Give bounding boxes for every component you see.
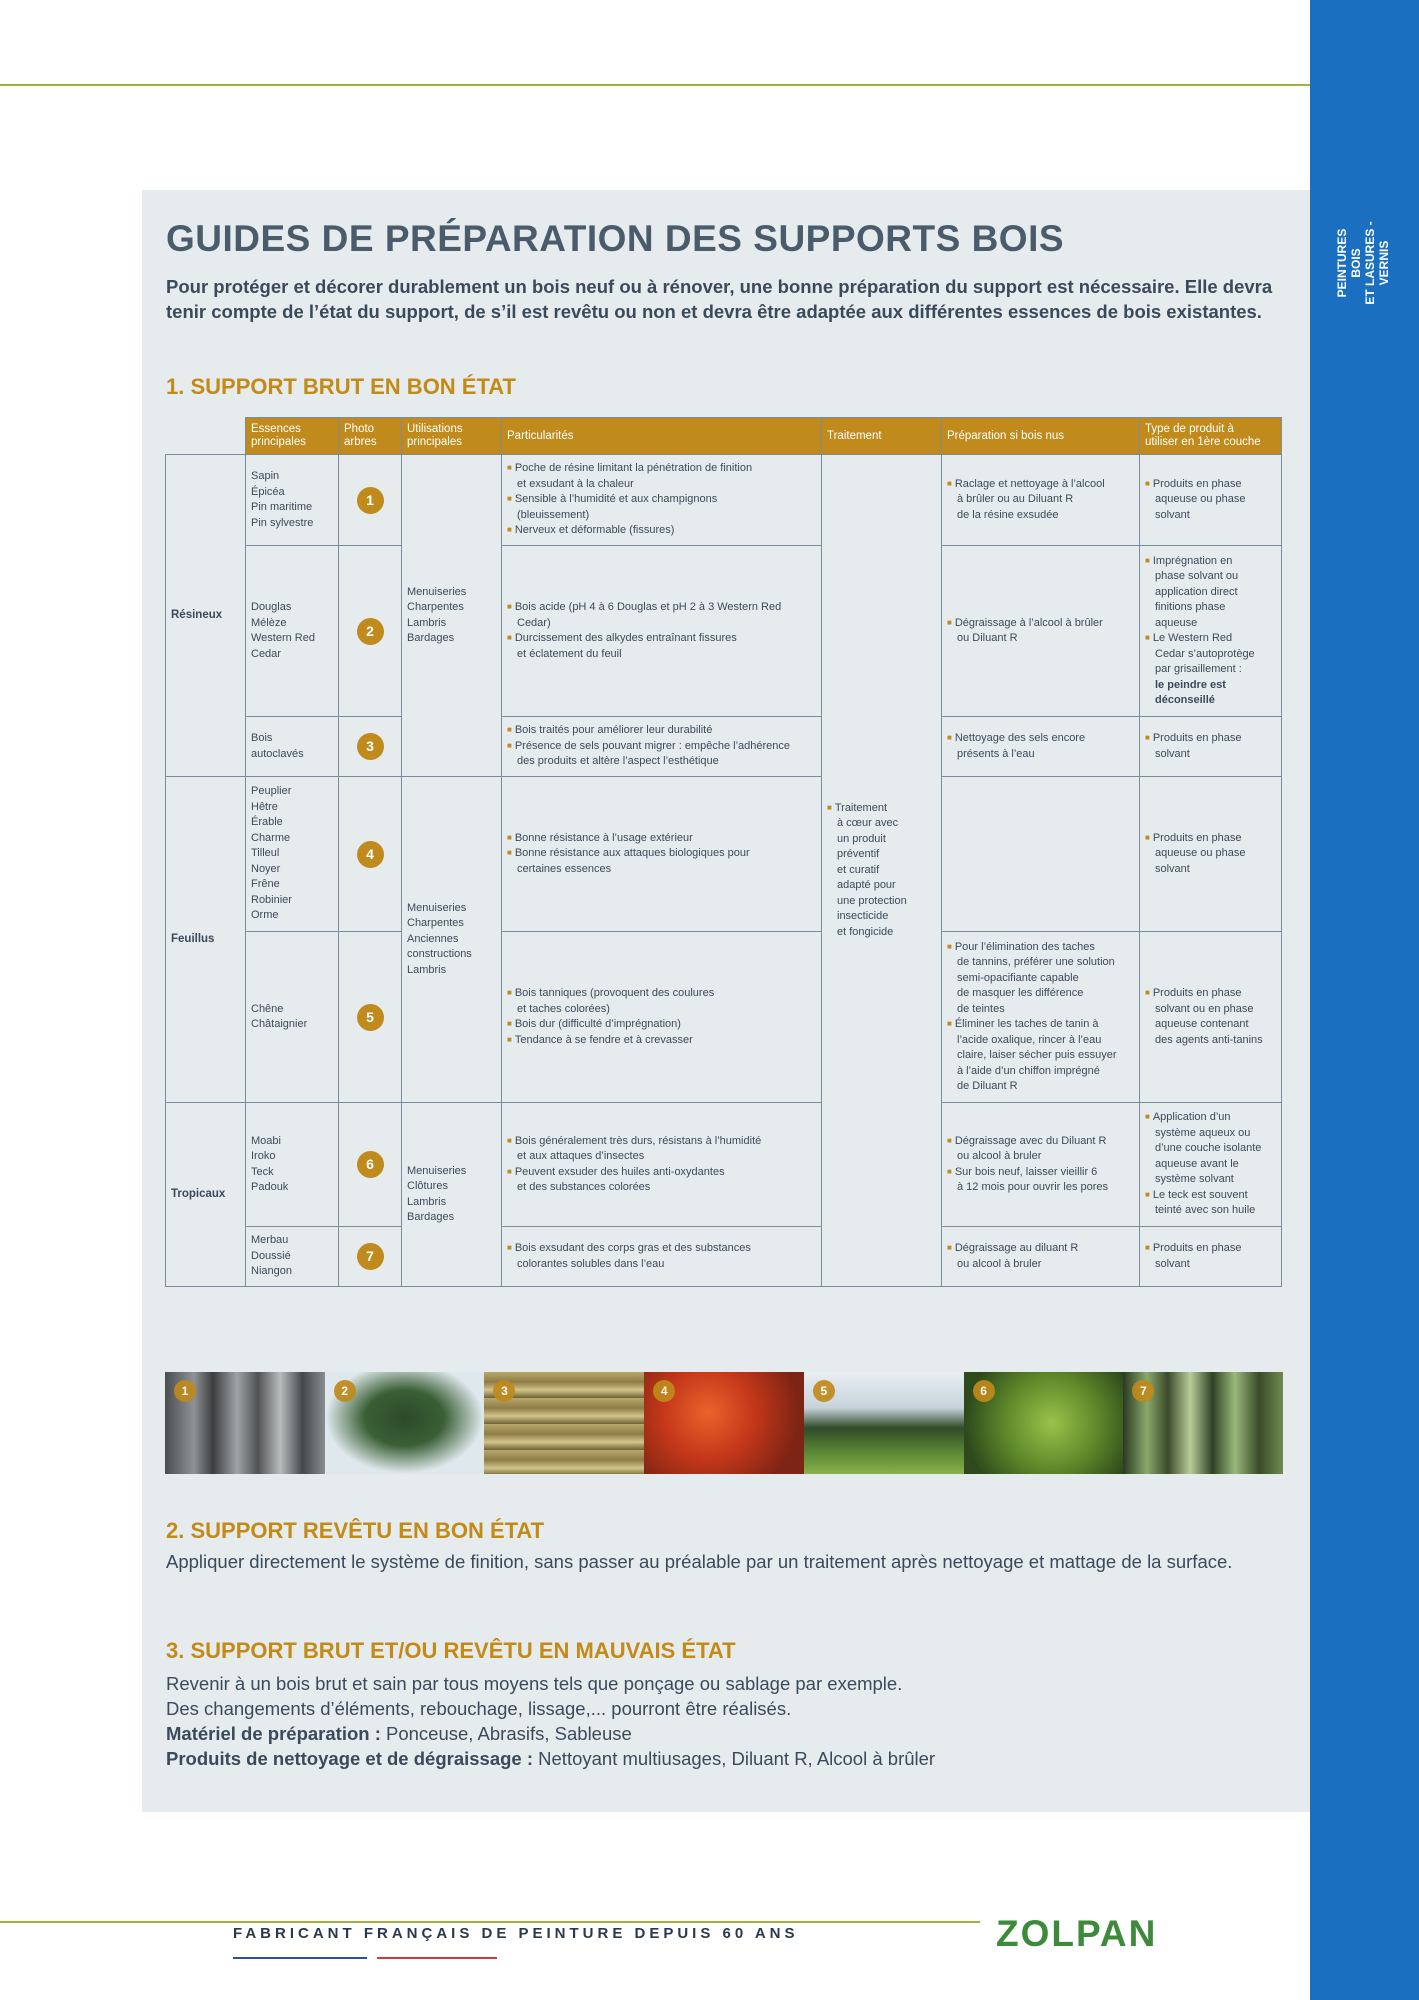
header-preparation: Préparation si bois nus <box>942 418 1140 455</box>
materiel-value: Ponceuse, Abrasifs, Sableuse <box>380 1723 632 1744</box>
cell-line: ■ Raclage et nettoyage à l’alcool <box>947 477 1134 493</box>
bottom-divider <box>0 1921 980 1923</box>
zolpan-logo: ZOLPAN <box>996 1913 1158 1954</box>
cell-line: Charpentes <box>407 601 464 613</box>
cell-line: ■ Durcissement des alkydes entraînant fissures <box>507 631 816 647</box>
cell-line: ■ Bonne résistance aux attaques biologiques pour <box>507 846 816 862</box>
cell-line: Charme <box>251 831 291 844</box>
cell-line: ou alcool à bruler <box>957 1150 1042 1162</box>
cell-line: et éclatement du feuil <box>517 647 622 660</box>
cell-line: et aux attaques d’insectes <box>517 1150 645 1162</box>
cell-line: Lambris <box>407 963 447 976</box>
cell-line: ■ Produits en phase <box>1145 477 1276 493</box>
cell-line: solvant <box>1155 1257 1190 1270</box>
cell-line: Lambris <box>407 616 447 629</box>
cell-line: de la résine exsudée <box>957 508 1059 521</box>
essences-cell <box>246 932 339 1103</box>
top-divider <box>0 84 1310 86</box>
cell-line: Iroko <box>251 1150 276 1162</box>
cell-line: ■ Nettoyage des sels encore <box>947 731 1134 747</box>
side-label-line2: ET LASURES - VERNIS <box>1363 221 1391 305</box>
type-cell <box>1140 1227 1282 1287</box>
cell-line: Doussié <box>251 1249 291 1262</box>
cell-line: Cedar) <box>517 616 551 629</box>
cell-line: Lambris <box>407 1195 447 1208</box>
cell-line: ■ Bois dur (difficulté d’imprégnation) <box>507 1017 816 1033</box>
cell-line: Type de produit à <box>1145 423 1234 435</box>
cell-line: semi-opacifiante capable <box>957 971 1079 984</box>
cell-line: Érable <box>251 816 283 829</box>
cell-line: aqueuse ou phase <box>1155 847 1246 860</box>
preparation-cell <box>942 546 1140 717</box>
cell-line: application direct <box>1155 585 1238 598</box>
cell-line: adapté pour <box>837 879 896 892</box>
essences-cell <box>246 1227 339 1287</box>
cell-line: solvant <box>1155 747 1190 760</box>
photo-number: 1 <box>174 1380 196 1402</box>
cell-line: Douglas <box>251 601 292 613</box>
photo-number: 5 <box>813 1380 835 1402</box>
essences-cell <box>246 455 339 546</box>
preparation-cell <box>942 777 1140 932</box>
cell-line: ou Diluant R <box>957 632 1018 644</box>
cell-line: ■ Sensible à l’humidité et aux champignons <box>507 492 816 508</box>
header-traitement: Traitement <box>822 418 942 455</box>
photo-number-badge: 6 <box>357 1151 384 1178</box>
cell-line: ■ Bois acide (pH 4 à 6 Douglas et pH 2 à 3 Western Red <box>507 600 816 616</box>
cell-line: finitions phase <box>1155 601 1226 613</box>
photo-number-badge: 3 <box>357 733 384 760</box>
section3-body <box>166 1671 1286 1771</box>
photo-number-badge: 7 <box>357 1243 384 1270</box>
cell-line: ■ Produits en phase <box>1145 1241 1276 1257</box>
section3-line2: Des changements d’éléments, rebouchage, lissage,... pourront être réalisés. <box>166 1698 792 1719</box>
cell-line: aqueuse <box>1155 616 1198 629</box>
green-leaves-photo <box>964 1372 1124 1474</box>
type-cell <box>1140 1103 1282 1227</box>
header-photo <box>339 418 402 455</box>
photo-number: 2 <box>334 1380 356 1402</box>
stacked-treated-planks-photo <box>484 1372 644 1474</box>
type-cell <box>1140 932 1282 1103</box>
particularites-cell <box>502 717 822 777</box>
table-row <box>166 717 1282 777</box>
cell-line: autoclavés <box>251 747 304 760</box>
type-cell <box>1140 717 1282 777</box>
cell-line: Western Red <box>251 632 315 644</box>
table-row <box>166 1103 1282 1227</box>
cell-line: système solvant <box>1155 1173 1234 1186</box>
particularites-cell <box>502 455 822 546</box>
header-utilisations <box>402 418 502 455</box>
cell-line: le peindre est <box>1155 678 1226 691</box>
cell-line: ■ Bois généralement très durs, résistans à l’humidité <box>507 1134 816 1150</box>
footer-tagline: FABRICANT FRANÇAIS DE PEINTURE DEPUIS 60 ANS <box>233 1925 799 1942</box>
table-row <box>166 455 1282 546</box>
cell-line: Peuplier <box>251 785 292 798</box>
cell-line: à cœur avec <box>837 817 899 830</box>
produits-label: Produits de nettoyage et de dégraissage : <box>166 1748 534 1769</box>
cell-line: Tilleul <box>251 847 280 860</box>
cell-line: Noyer <box>251 862 281 875</box>
cell-line: insecticide <box>837 910 889 923</box>
particularites-cell <box>502 777 822 932</box>
cell-line: Épicéa <box>251 485 285 498</box>
cell-line: Chêne <box>251 1002 284 1015</box>
cell-line: ou alcool à bruler <box>957 1257 1042 1270</box>
type-cell <box>1140 777 1282 932</box>
table-row <box>166 777 1282 932</box>
photo-number-badge: 4 <box>357 841 384 868</box>
cell-line: (bleuissement) <box>517 508 590 521</box>
cell-line: aqueuse contenant <box>1155 1018 1249 1030</box>
cell-line: ■ Bonne résistance à l’usage extérieur <box>507 831 816 847</box>
douglas-fir-tree-photo <box>325 1372 485 1474</box>
cell-line: à 12 mois pour ouvrir les pores <box>957 1181 1109 1193</box>
cell-line: ■ Le Western Red <box>1145 631 1276 647</box>
cell-line: préventif <box>837 848 880 861</box>
cell-line: Cedar s’autoprotège <box>1155 647 1255 660</box>
section2-title: 2. SUPPORT REVÊTU EN BON ÉTAT <box>166 1518 545 1543</box>
table-row <box>166 932 1282 1103</box>
cell-line: teinté avec son huile <box>1155 1204 1256 1217</box>
cell-line: ■ Dégraissage au diluant R <box>947 1241 1134 1257</box>
header-type <box>1140 418 1282 455</box>
preparation-cell <box>942 717 1140 777</box>
essences-cell <box>246 717 339 777</box>
cell-line: certaines essences <box>517 862 612 875</box>
photo-number-badge: 1 <box>357 487 384 514</box>
uses-cell <box>402 455 502 777</box>
cell-line: ■ Produits en phase <box>1145 731 1276 747</box>
section3-title: 3. SUPPORT BRUT ET/OU REVÊTU EN MAUVAIS ÉTAT <box>166 1638 736 1663</box>
cell-line: Anciennes <box>407 932 459 945</box>
cell-line: par grisaillement : <box>1155 663 1242 675</box>
cell-line: principales <box>251 436 306 448</box>
cell-line: Sapin <box>251 470 280 482</box>
tropical-forest-photo <box>1123 1372 1283 1474</box>
cell-line: de tannins, préférer une solution <box>957 956 1115 968</box>
photo-number: 6 <box>973 1380 995 1402</box>
essences-cell <box>246 1103 339 1227</box>
cell-line: Clôtures <box>407 1180 448 1192</box>
table-header-row <box>166 418 1282 455</box>
cell-line: solvant ou en phase <box>1155 1002 1254 1015</box>
photo-number: 7 <box>1132 1380 1154 1402</box>
cell-line: ■ Bois exsudant des corps gras et des substances <box>507 1241 816 1257</box>
cell-line: Frêne <box>251 878 280 891</box>
side-label-line1: PEINTURES BOIS <box>1335 228 1363 298</box>
cell-line: claire, laiser sécher puis essuyer <box>957 1049 1117 1061</box>
preparation-cell <box>942 1227 1140 1287</box>
cell-line: présents à l’eau <box>957 747 1035 760</box>
cell-line: phase solvant ou <box>1155 570 1239 582</box>
side-label <box>1335 213 1391 313</box>
cell-line: aqueuse ou phase <box>1155 493 1246 506</box>
flag-red-stripe <box>377 1957 497 1959</box>
produits-value: Nettoyant multiusages, Diluant R, Alcool à brûler <box>533 1748 936 1769</box>
cell-line: déconseillé <box>1155 694 1215 706</box>
table-row <box>166 1227 1282 1287</box>
group-tropicaux: Tropicaux <box>166 1103 246 1287</box>
produits-line <box>166 1746 1286 1771</box>
header-particularites: Particularités <box>502 418 822 455</box>
cell-line: ■ Produits en phase <box>1145 831 1276 847</box>
cell-line: Bois <box>251 732 273 744</box>
cell-line: Hêtre <box>251 800 278 813</box>
cell-line: ■ Produits en phase <box>1145 986 1276 1002</box>
cell-line: Menuiseries <box>407 585 467 598</box>
cell-line: ■ Bois tanniques (provoquent des coulures <box>507 986 816 1002</box>
photo-number: 3 <box>493 1380 515 1402</box>
cell-line: utiliser en 1ère couche <box>1145 436 1261 448</box>
cell-line: Menuiseries <box>407 1164 467 1177</box>
cell-line: Bardages <box>407 632 455 644</box>
cell-line: principales <box>407 436 462 448</box>
cell-line: et des substances colorées <box>517 1181 651 1193</box>
cell-line: solvant <box>1155 862 1190 875</box>
cell-line: Photo <box>344 423 375 435</box>
cell-line: Menuiseries <box>407 901 467 914</box>
cell-line: Mélèze <box>251 616 287 629</box>
preparation-cell <box>942 932 1140 1103</box>
cell-line: Padouk <box>251 1181 289 1193</box>
cell-line: de teintes <box>957 1002 1005 1015</box>
cell-line: à brûler ou au Diluant R <box>957 493 1074 506</box>
tree-photo-strip <box>165 1372 1283 1474</box>
particularites-cell <box>502 546 822 717</box>
cell-line: Robinier <box>251 893 292 906</box>
cell-line: Merbau <box>251 1234 289 1247</box>
cell-line: ■ Le teck est souvent <box>1145 1188 1276 1204</box>
particularites-cell <box>502 1227 822 1287</box>
intro-text: Pour protéger et décorer durablement un bois neuf ou à rénover, une bonne préparation du support est nécessaire. Elle devra tenir compte de l’état du support, de s’il est revêtu ou non et devra être adaptée aux différentes essences de bois existantes. <box>166 276 1273 322</box>
cell-line: Moabi <box>251 1134 281 1147</box>
cell-line: colorantes solubles dans l’eau <box>517 1257 665 1270</box>
cell-line: de Diluant R <box>957 1080 1018 1092</box>
type-cell <box>1140 546 1282 717</box>
cell-line: ■ Éliminer les taches de tanin à <box>947 1017 1134 1033</box>
uses-cell <box>402 777 502 1103</box>
cell-line: Châtaignier <box>251 1018 308 1030</box>
cell-line: des produits et altère l’aspect l’esthétique <box>517 755 719 768</box>
header-essences <box>246 418 339 455</box>
cell-line: Utilisations <box>407 423 463 435</box>
cell-line: ■ Poche de résine limitant la pénétration de finition <box>507 461 816 477</box>
wood-guide-table <box>165 417 1282 1287</box>
cell-line: ■ Tendance à se fendre et à crevasser <box>507 1033 816 1049</box>
cell-line: Essences <box>251 423 301 435</box>
foggy-fir-forest-photo <box>165 1372 325 1474</box>
cell-line: à l’aide d’un chiffon imprégné <box>957 1064 1100 1077</box>
cell-line: ■ Présence de sels pouvant migrer : empêche l’adhérence <box>507 739 816 755</box>
cell-line: arbres <box>344 436 377 448</box>
section3-line1: Revenir à un bois brut et sain par tous moyens tels que ponçage ou sablage par exemple. <box>166 1673 903 1694</box>
cell-line: solvant <box>1155 508 1190 521</box>
header-blank <box>166 418 246 455</box>
cell-line: Niangon <box>251 1265 292 1278</box>
cell-line: Charpentes <box>407 917 464 930</box>
essences-cell <box>246 777 339 932</box>
oak-tree-meadow-photo <box>804 1372 964 1474</box>
table-row <box>166 546 1282 717</box>
group-resineux: Résineux <box>166 455 246 777</box>
cell-line: une protection <box>837 894 907 907</box>
cell-line: Cedar <box>251 647 281 660</box>
group-feuillus: Feuillus <box>166 777 246 1103</box>
cell-line: ■ Peuvent exsuder des huiles anti-oxydantes <box>507 1165 816 1181</box>
materiel-line <box>166 1721 1286 1746</box>
cell-line: un produit <box>837 832 886 845</box>
cell-line: de masquer les différence <box>957 987 1084 999</box>
section1-title: 1. SUPPORT BRUT EN BON ÉTAT <box>166 374 516 399</box>
cell-line: aqueuse avant le <box>1155 1157 1239 1170</box>
section2-text: Appliquer directement le système de finition, sans passer au préalable par un traitement après nettoyage et mattage de la surface. <box>166 1551 1233 1572</box>
cell-line: ■ Pour l’élimination des taches <box>947 940 1134 956</box>
essences-cell <box>246 546 339 717</box>
cell-line: ■ Dégraissage avec du Diluant R <box>947 1134 1134 1150</box>
cell-line: ■ Traitement <box>827 801 936 817</box>
photo-number: 4 <box>653 1380 675 1402</box>
autumn-red-foliage-photo <box>644 1372 804 1474</box>
cell-line: et taches colorées) <box>517 1002 610 1015</box>
cell-line: ■ Imprégnation en <box>1145 554 1276 570</box>
flag-blue-stripe <box>233 1957 367 1959</box>
photo-number-badge: 5 <box>357 1004 384 1031</box>
cell-line: Bardages <box>407 1211 455 1223</box>
cell-line: Pin sylvestre <box>251 516 314 529</box>
cell-line: et curatif <box>837 863 880 876</box>
cell-line: Orme <box>251 909 279 922</box>
cell-line: ■ Application d’un <box>1145 1110 1276 1126</box>
page-title: GUIDES DE PRÉPARATION DES SUPPORTS BOIS <box>166 218 1065 259</box>
cell-line: l’acide oxalique, rincer à l’eau <box>957 1033 1102 1046</box>
preparation-cell <box>942 1103 1140 1227</box>
cell-line: d’une couche isolante <box>1155 1142 1262 1155</box>
uses-cell <box>402 1103 502 1287</box>
cell-line: ■ Sur bois neuf, laisser vieillir 6 <box>947 1165 1134 1181</box>
cell-line: et exsudant à la chaleur <box>517 477 634 490</box>
cell-line: constructions <box>407 948 472 961</box>
particularites-cell <box>502 1103 822 1227</box>
photo-number-badge: 2 <box>357 618 384 645</box>
cell-line: Teck <box>251 1165 274 1178</box>
traitement-cell <box>822 455 942 1287</box>
preparation-cell <box>942 455 1140 546</box>
cell-line: ■ Dégraissage à l’alcool à brûler <box>947 616 1134 632</box>
cell-line: ■ Nerveux et déformable (fissures) <box>507 523 816 539</box>
type-cell <box>1140 455 1282 546</box>
cell-line: et fongicide <box>837 925 894 938</box>
cell-line: ■ Bois traités pour améliorer leur durabilité <box>507 723 816 739</box>
cell-line: Pin maritime <box>251 501 313 513</box>
cell-line: système aqueux ou <box>1155 1126 1251 1139</box>
cell-line: des agents anti-tanins <box>1155 1033 1263 1046</box>
particularites-cell <box>502 932 822 1103</box>
materiel-label: Matériel de préparation : <box>166 1723 381 1744</box>
